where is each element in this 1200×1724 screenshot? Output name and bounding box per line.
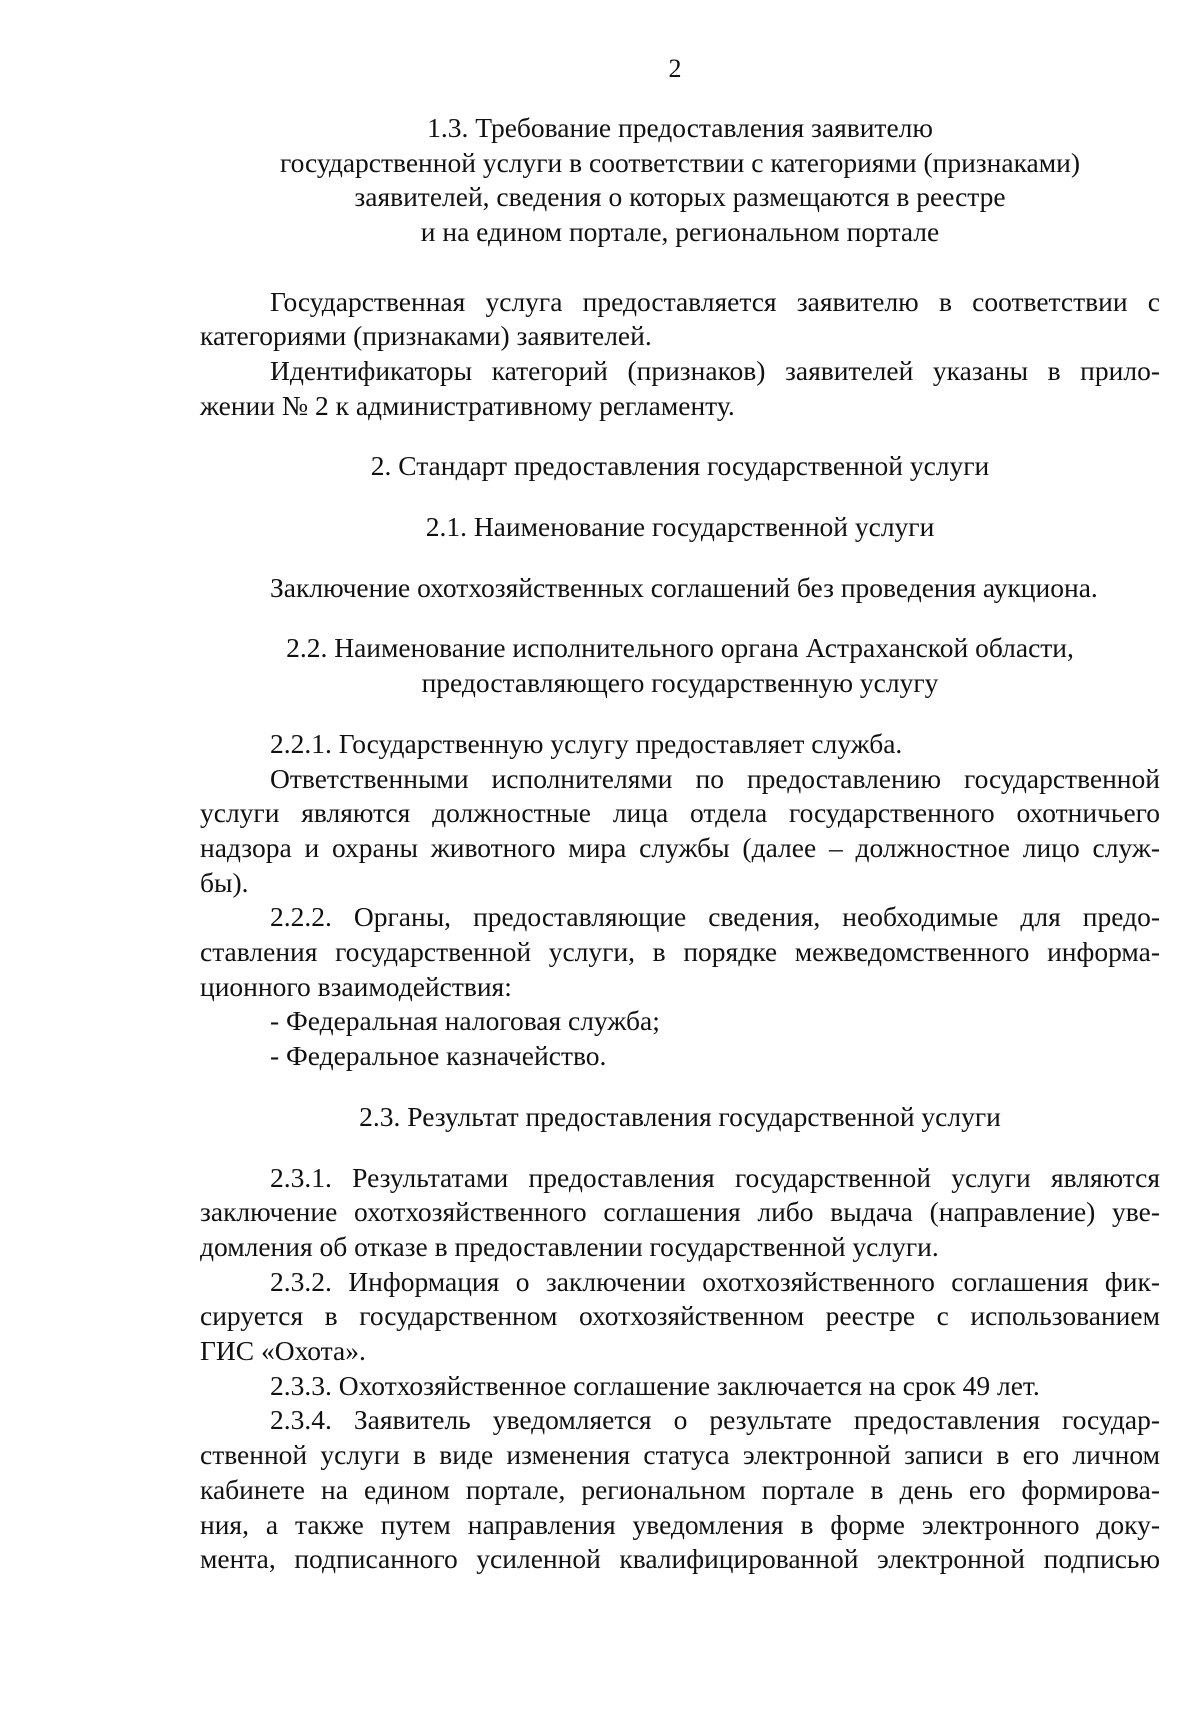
paragraph-1-3-a — [200, 285, 1160, 354]
paragraph-2-2-1: 2.2.1. Государственную услугу предоставляет служба. — [270, 727, 903, 759]
heading-line: 2.2. Наименование исполнительного органа Астраханской области, — [286, 632, 1074, 664]
text-line: домления об отказе в предоставлении государственной услуги. — [200, 1230, 939, 1262]
text-line: заключение охотхозяйственного соглашения либо выдача (направление) уве- — [200, 1196, 1160, 1228]
heading-line: государственной услуги в соответствии с категориями (признаками) — [279, 146, 1081, 178]
text-line: ставления государственной услуги, в порядке межведомственного информа- — [200, 936, 1160, 968]
text-line: ния, а также путем направления уведомления в форме электронного доку- — [200, 1508, 1160, 1540]
text-line: надзора и охраны животного мира службы (далее – должностное лицо служ- — [200, 831, 1160, 863]
agency-list — [200, 1004, 1160, 1073]
text-line: 2.3.2. Информация о заключении охотхозяйственного соглашения фик- — [270, 1265, 1160, 1297]
paragraph-2-2-2 — [200, 900, 1160, 1004]
text-line: ционного взаимодействия: — [200, 970, 512, 1002]
section-2-heading: 2. Стандарт предоставления государственной услуги — [370, 450, 990, 482]
text-line: ГИС «Охота». — [200, 1335, 366, 1367]
heading-line: и на едином портале, региональном портале — [420, 216, 940, 248]
paragraph-2-3-1 — [200, 1161, 1160, 1265]
text-line: 2.3.4. Заявитель уведомляется о результате предоставления государ- — [270, 1404, 1160, 1436]
section-2-3-heading: 2.3. Результат предоставления государственной услуги — [359, 1100, 1001, 1132]
section-2-2-heading — [200, 631, 1160, 700]
text-line: 2.2.2. Органы, предоставляющие сведения, необходимые для предо- — [270, 901, 1160, 933]
text-line: Государственная услуга предоставляется заявителю в соответствии с — [270, 285, 1160, 317]
text-line: бы). — [200, 866, 249, 898]
text-line: Ответственными исполнителями по предоставлению государственной — [270, 762, 1160, 794]
text-line: жении № 2 к административному регламенту. — [200, 389, 735, 421]
text-line: мента, подписанного усиленной квалифицированной электронной подписью — [200, 1543, 1160, 1575]
list-item: - Федеральное казначейство. — [270, 1040, 607, 1072]
section-2-1-heading: 2.1. Наименование государственной услуги — [425, 511, 935, 543]
text-line: услуги являются должностные лица отдела государственного охотничьего — [200, 797, 1160, 829]
text-line: сируется в государственном охотхозяйственном реестре с использованием — [200, 1300, 1160, 1332]
document-body — [200, 111, 1160, 1577]
section-2-1-body: Заключение охотхозяйственных соглашений без проведения аукциона. — [270, 571, 1098, 603]
text-line: 2.3.1. Результатами предоставления государственной услуги являются — [270, 1161, 1160, 1193]
section-1-3-heading — [200, 111, 1160, 250]
heading-line: заявителей, сведения о которых размещаются в реестре — [354, 181, 1006, 213]
paragraph-2-2-1-details — [200, 762, 1160, 901]
paragraph-1-3-b — [200, 354, 1160, 423]
text-line: ственной услуги в виде изменения статуса электронной записи в его личном — [200, 1439, 1160, 1471]
paragraph-2-3-4 — [200, 1403, 1160, 1577]
text-line: Идентификаторы категорий (признаков) заявителей указаны в прило- — [270, 354, 1160, 386]
heading-line: предоставляющего государственную услугу — [421, 667, 939, 699]
page-number: 2 — [668, 54, 682, 83]
text-line: категориями (признаками) заявителей. — [200, 320, 652, 352]
paragraph-2-3-2 — [200, 1265, 1160, 1369]
list-item: - Федеральная налоговая служба; — [270, 1005, 660, 1037]
paragraph-2-3-3: 2.3.3. Охотхозяйственное соглашение заключается на срок 49 лет. — [270, 1369, 1040, 1401]
heading-line: 1.3. Требование предоставления заявителю — [427, 112, 933, 143]
text-line: кабинете на едином портале, региональном портале в день его формирова- — [200, 1473, 1160, 1505]
